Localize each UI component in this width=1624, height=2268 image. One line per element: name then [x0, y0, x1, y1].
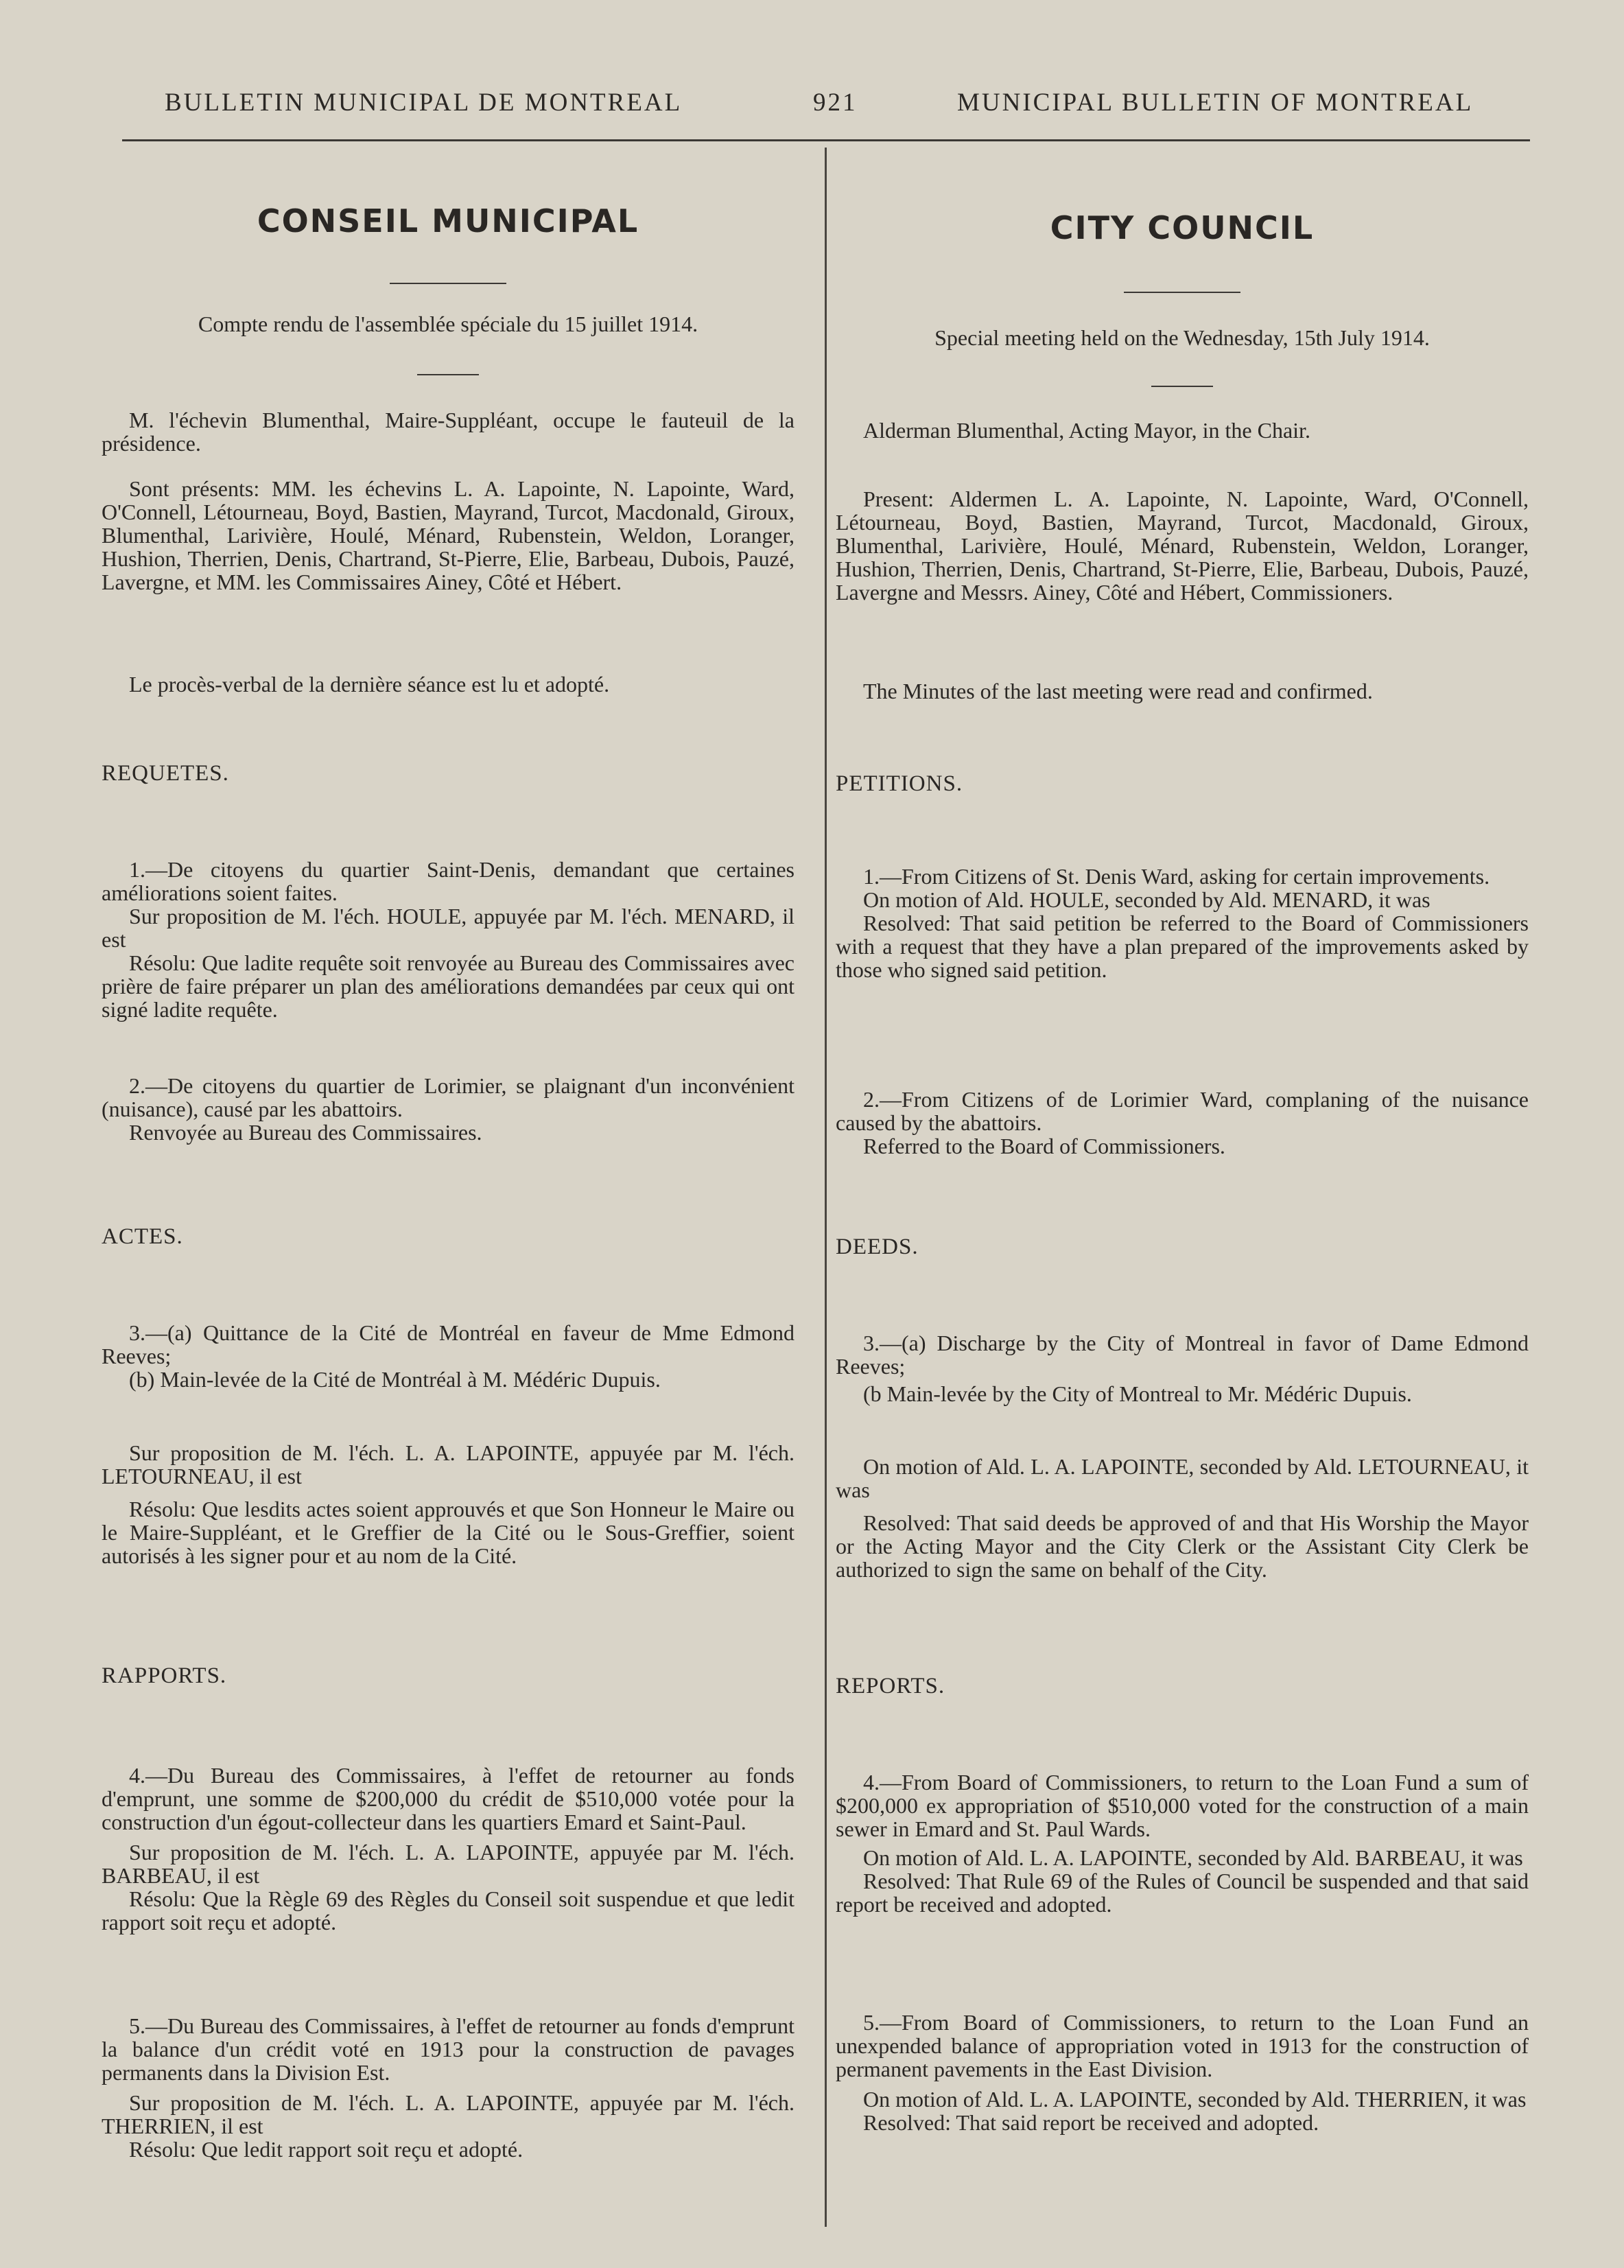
fr-item3-motion: Sur proposition de M. l'éch. L. A. LAPOINTE, appuyée par M. l'éch. LETOURNEAU, il est	[102, 1440, 795, 1488]
fr-rapports-heading: RAPPORTS.	[102, 1663, 227, 1688]
fr-item4-resolution: Résolu: Que la Règle 69 des Règles du Conseil soit suspendue et que ledit rapport soit reçu et adopté.	[102, 1886, 795, 1934]
en-subtitle-rule	[1151, 386, 1213, 387]
en-item5-resolution: Resolved: That said report be received and adopted.	[863, 2110, 1319, 2135]
fr-item2-referral: Renvoyée au Bureau des Commissaires.	[129, 1120, 482, 1145]
column-divider	[825, 148, 827, 2227]
fr-subtitle: Compte rendu de l'assemblée spéciale du 15 juillet 1914.	[198, 312, 698, 336]
header-rule	[122, 139, 1530, 141]
fr-item4-text: 4.—Du Bureau des Commissaires, à l'effet de retourner au fonds d'emprunt, une somme de $200,000 du crédit de $510,000 votée pour la construction d'un égout-collecteur dans les quartiers Emard et Saint-Paul.	[102, 1763, 795, 1834]
en-item3-a: 3.—(a) Discharge by the City of Montreal in favor of Dame Edmond Reeves;	[836, 1331, 1529, 1379]
en-deeds-heading: DEEDS.	[836, 1235, 919, 1259]
fr-title-rule	[390, 283, 506, 284]
en-title-rule	[1124, 292, 1240, 293]
en-item3-motion: On motion of Ald. L. A. LAPOINTE, seconded by Ald. LETOURNEAU, it was	[836, 1454, 1529, 1502]
en-item5-text: 5.—From Board of Commissioners, to return to the Loan Fund an unexpended balance of appropriation voted in 1913 for the construction of permanent pavements in the East Division.	[836, 2010, 1529, 2081]
fr-item4-motion: Sur proposition de M. l'éch. L. A. LAPOINTE, appuyée par M. l'éch. BARBEAU, il est	[102, 1840, 795, 1888]
fr-item1-text: 1.—De citoyens du quartier Saint-Denis, demandant que certaines améliorations soient faites.	[102, 857, 795, 905]
en-minutes: The Minutes of the last meeting were read and confirmed.	[863, 679, 1373, 703]
en-item2-text: 2.—From Citizens of de Lorimier Ward, complaning of the nuisance caused by the abattoirs.	[836, 1087, 1529, 1135]
fr-minutes: Le procès-verbal de la dernière séance est lu et adopté.	[129, 672, 610, 697]
fr-item3-resolution: Résolu: Que lesdits actes soient approuvés et que Son Honneur le Maire ou le Maire-Suppléant, et le Greffier de la Cité ou le Sous-Greffier, soient autorisés à les signer pour et au nom de la Cité.	[102, 1497, 795, 1568]
header-left: BULLETIN MUNICIPAL DE MONTREAL	[165, 89, 683, 117]
en-item3-b: (b Main-levée by the City of Montreal to Mr. Médéric Dupuis.	[863, 1381, 1412, 1406]
en-title: CITY COUNCIL	[1050, 209, 1315, 246]
en-petitions-heading: PETITIONS.	[836, 771, 963, 796]
fr-requetes-heading: REQUETES.	[102, 761, 229, 786]
page-number: 921	[813, 89, 858, 117]
en-chair: Alderman Blumenthal, Acting Mayor, in the Chair.	[863, 418, 1310, 443]
fr-item3-b: (b) Main-levée de la Cité de Montréal à M. Médéric Dupuis.	[129, 1367, 661, 1392]
en-subtitle: Special meeting held on the Wednesday, 15th July 1914.	[934, 325, 1430, 350]
fr-subtitle-rule	[417, 374, 479, 375]
fr-title: CONSEIL MUNICIPAL	[257, 202, 639, 239]
en-reports-heading: REPORTS.	[836, 1674, 945, 1698]
fr-chair: M. l'échevin Blumenthal, Maire-Suppléant, occupe le fauteuil de la présidence.	[102, 408, 795, 456]
fr-item3-a: 3.—(a) Quittance de la Cité de Montréal en faveur de Mme Edmond Reeves;	[102, 1320, 795, 1368]
fr-item1-resolution: Résolu: Que ladite requête soit renvoyée au Bureau des Commissaires avec prière de faire préparer un plan des améliorations demandées par ceux qui ont signé ladite requête.	[102, 950, 795, 1022]
header-right: MUNICIPAL BULLETIN OF MONTREAL	[957, 89, 1474, 117]
en-present: Present: Aldermen L. A. Lapointe, N. Lapointe, Ward, O'Connell, Létourneau, Boyd, Bastien, Mayrand, Turcot, Macdonald, Giroux, Blumenthal, Larivière, Houlé, Ménard, Rubenstein, Weldon, Loranger, Hushion, Therrien, Denis, Chartrand, St-Pierre, Elie, Barbeau, Dubois, Pauzé, Lavergne and Messrs. Ainey, Côté and Hébert, Commissioners.	[836, 487, 1529, 605]
en-item2-referral: Referred to the Board of Commissioners.	[863, 1134, 1225, 1158]
en-item1-text: 1.—From Citizens of St. Denis Ward, asking for certain improvements.	[863, 864, 1490, 889]
en-item1-resolution: Resolved: That said petition be referred to the Board of Commissioners with a request that they have a plan prepared of the improvements asked by those who signed said petition.	[836, 911, 1529, 982]
fr-item5-resolution: Résolu: Que ledit rapport soit reçu et adopté.	[129, 2137, 523, 2162]
en-item1-motion: On motion of Ald. HOULE, seconded by Ald. MENARD, it was	[863, 887, 1431, 912]
en-item3-resolution: Resolved: That said deeds be approved of and that His Worship the Mayor or the Acting Mayor and the City Clerk or the Assistant City Clerk be authorized to sign the same on behalf of the City.	[836, 1510, 1529, 1582]
en-item4-motion: On motion of Ald. L. A. LAPOINTE, seconded by Ald. BARBEAU, it was	[863, 1845, 1523, 1870]
en-item4-text: 4.—From Board of Commissioners, to return to the Loan Fund a sum of $200,000 ex appropriation of $510,000 voted for the construction of a main sewer in Emard and St. Paul Wards.	[836, 1770, 1529, 1841]
fr-item5-text: 5.—Du Bureau des Commissaires, à l'effet de retourner au fonds d'emprunt la balance d'un crédit voté en 1913 pour la construction de pavages permanents dans la Division Est.	[102, 2013, 795, 2085]
fr-item2-text: 2.—De citoyens du quartier de Lorimier, se plaignant d'un inconvénient (nuisance), causé par les abattoirs.	[102, 1073, 795, 1121]
fr-item5-motion: Sur proposition de M. l'éch. L. A. LAPOINTE, appuyée par M. l'éch. THERRIEN, il est	[102, 2090, 795, 2138]
fr-present: Sont présents: MM. les échevins L. A. Lapointe, N. Lapointe, Ward, O'Connell, Létourneau, Boyd, Bastien, Mayrand, Turcot, Macdonald, Giroux, Blumenthal, Larivière, Houlé, Ménard, Rubenstein, Weldon, Loranger, Hushion, Therrien, Denis, Chartrand, St-Pierre, Elie, Barbeau, Dubois, Pauzé, Lavergne, et MM. les Commissaires Ainey, Côté et Hébert.	[102, 476, 795, 594]
page-header	[123, 88, 1530, 136]
en-item4-resolution: Resolved: That Rule 69 of the Rules of Council be suspended and that said report be received and adopted.	[836, 1869, 1529, 1917]
en-item5-motion: On motion of Ald. L. A. LAPOINTE, seconded by Ald. THERRIEN, it was	[863, 2087, 1527, 2112]
fr-actes-heading: ACTES.	[102, 1224, 183, 1249]
fr-item1-motion: Sur proposition de M. l'éch. HOULE, appuyée par M. l'éch. MENARD, il est	[102, 904, 795, 952]
